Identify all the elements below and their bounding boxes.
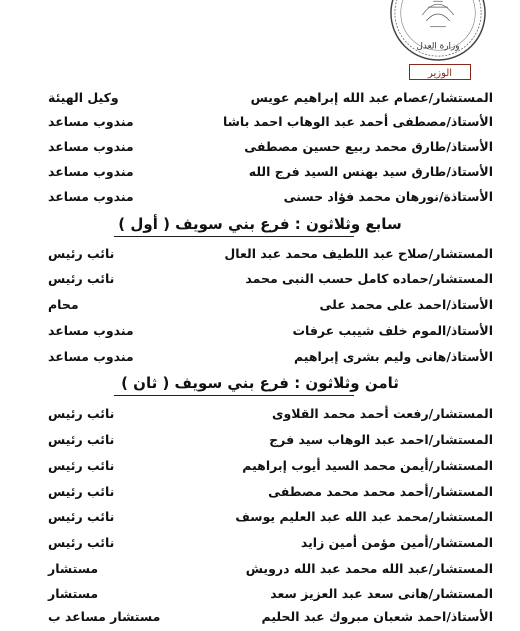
person-title: نائب رئيس xyxy=(48,406,115,421)
list-item xyxy=(0,347,520,371)
person-name: المستشار/احمد عبد الوهاب سيد فرج xyxy=(269,432,493,447)
person-name: المستشار/رفعت أحمد محمد القلاوى xyxy=(271,406,493,421)
person-name: الأستاذ/طارق سيد بهنس السيد فرج الله xyxy=(248,164,493,179)
person-title: مستشار مساعد ب xyxy=(48,609,161,624)
person-title: نائب رئيس xyxy=(48,535,115,550)
person-name: المستشار/أحمد محمد محمد مصطفى xyxy=(268,484,493,499)
person-name: الأستاذ/احمد شعبان مبروك عبد الحليم xyxy=(261,609,493,624)
person-title: مندوب مساعد xyxy=(48,164,134,179)
person-name: المستشار/حماده كامل حسب النبى محمد xyxy=(245,271,493,286)
person-name: الأستاذ/مصطفى أحمد عبد الوهاب احمد باشا xyxy=(222,114,493,129)
person-title: مندوب مساعد xyxy=(48,349,134,364)
person-title: محام xyxy=(48,297,79,312)
person-title: نائب رئيس xyxy=(48,509,115,524)
section-heading: سابع وثلاثون : فرع بني سويف ( أول ) xyxy=(118,215,402,233)
person-title: نائب رئيس xyxy=(48,458,115,473)
person-title: مندوب مساعد xyxy=(48,114,134,129)
person-name: الأستاذة/نورهان محمد فؤاد حسنى xyxy=(283,189,493,204)
list-item xyxy=(0,137,520,161)
person-title: مستشار xyxy=(48,561,99,576)
list-item xyxy=(0,244,520,268)
person-title: مستشار xyxy=(48,586,99,601)
person-title: مندوب مساعد xyxy=(48,139,134,154)
list-item xyxy=(0,321,520,345)
section-heading: ثامن وثلاثون : فرع بني سويف ( ثان ) xyxy=(121,374,399,392)
person-name: المستشار/عبد الله محمد عبد الله درويش xyxy=(245,561,493,576)
list-item xyxy=(0,162,520,186)
seal-text: وزارة العدل xyxy=(416,41,460,52)
person-name: المستشار/أيمن محمد السيد أيوب إبراهيم xyxy=(242,458,493,473)
list-item xyxy=(0,295,520,319)
list-item xyxy=(0,269,520,293)
list-item xyxy=(0,584,520,608)
person-name: المستشار/عصام عبد الله إبراهيم عويس xyxy=(250,90,493,105)
list-item xyxy=(0,187,520,211)
list-item xyxy=(0,507,520,531)
person-name: المستشار/محمد عبد الله عبد العليم يوسف xyxy=(235,509,493,524)
person-title: مندوب مساعد xyxy=(48,189,134,204)
person-name: الأستاذ/طارق محمد ربيع حسين مصطفى xyxy=(244,139,493,154)
list-item xyxy=(0,533,520,557)
list-item xyxy=(0,456,520,480)
heading-underline xyxy=(114,236,354,237)
person-name: الأستاذ/احمد على محمد على xyxy=(319,297,493,312)
person-title: نائب رئيس xyxy=(48,484,115,499)
person-title: نائب رئيس xyxy=(48,432,115,447)
person-title: نائب رئيس xyxy=(48,271,115,286)
list-item xyxy=(0,559,520,583)
person-name: المستشار/صلاح عبد اللطيف محمد عبد العال xyxy=(224,246,493,261)
person-name: الأستاذ/الموم خلف شيبب عرفات xyxy=(292,323,493,338)
heading-underline xyxy=(114,395,354,396)
list-item xyxy=(0,112,520,136)
list-item xyxy=(0,88,520,112)
list-item xyxy=(0,607,520,631)
list-item xyxy=(0,430,520,454)
list-item xyxy=(0,482,520,506)
stamp-text: الوزير xyxy=(427,68,453,79)
minister-stamp xyxy=(409,64,471,80)
person-name: المستشار/هانى سعد عبد العزيز سعد xyxy=(270,586,493,601)
ministry-seal xyxy=(389,0,487,62)
person-title: نائب رئيس xyxy=(48,246,115,261)
person-name: المستشار/أمين مؤمن أمين زايد xyxy=(300,535,493,550)
person-title: وكيل الهيئة xyxy=(48,90,119,105)
list-item xyxy=(0,404,520,428)
person-title: مندوب مساعد xyxy=(48,323,134,338)
person-name: الأستاذ/هانى وليم بشرى إبراهيم xyxy=(293,349,493,364)
